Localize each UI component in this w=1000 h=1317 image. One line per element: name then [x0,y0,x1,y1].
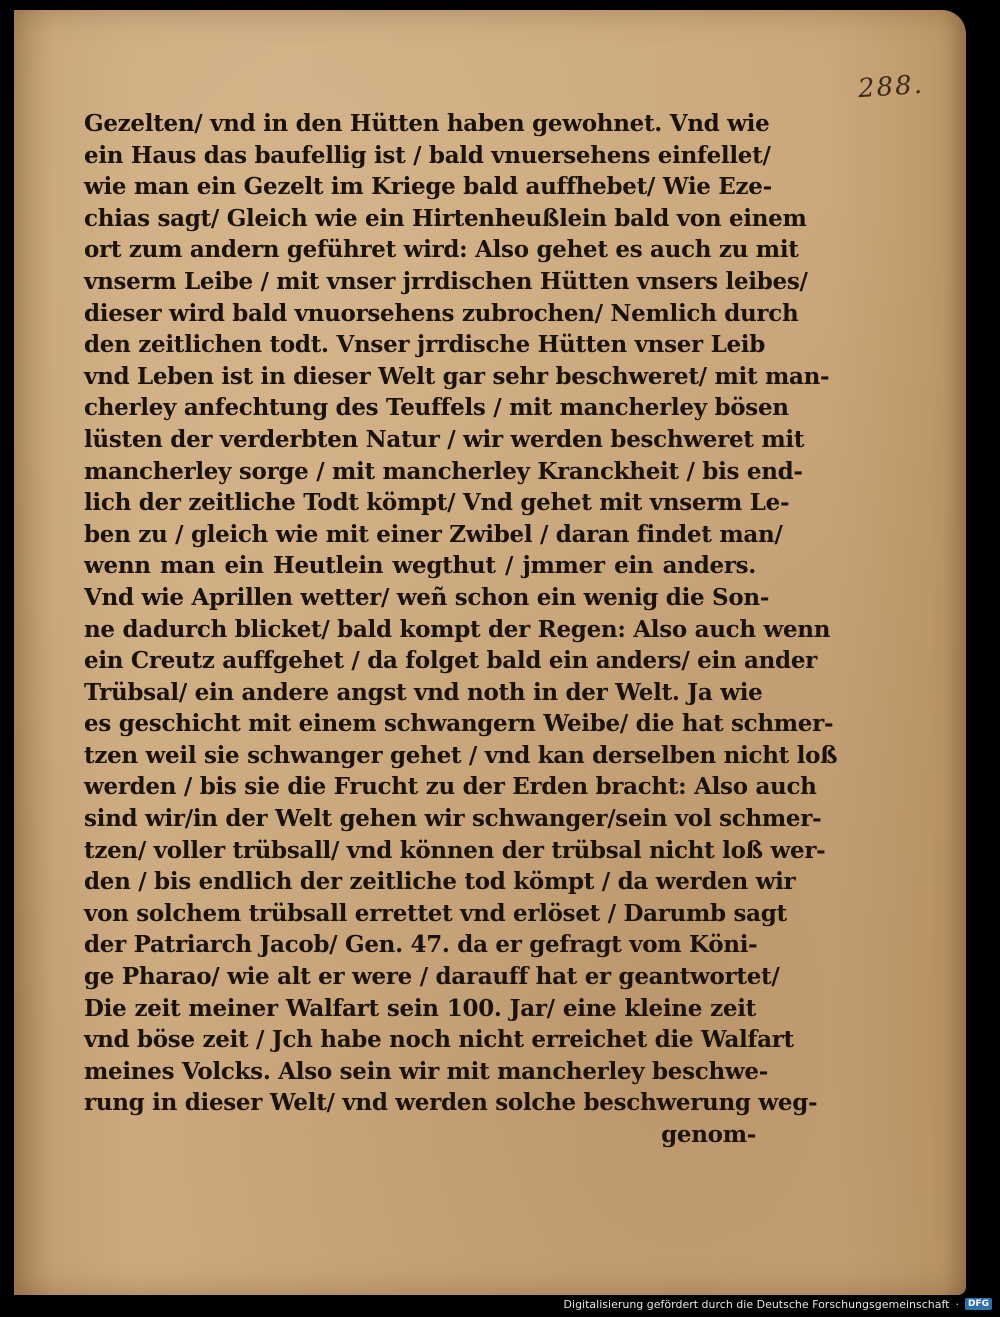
text-line: lüsten der verderbten Natur / wir werden beschweret mit [84,425,805,453]
text-line: lich der zeitliche Todt kömpt/ Vnd gehet mit vnserm Le- [84,489,790,517]
text-line: vnd Leben ist in dieser Welt gar sehr beschweret/ mit man- [84,362,830,390]
text-line: chias sagt/ Gleich wie ein Hirtenheußlein bald von einem [84,204,807,232]
text-line: vnserm Leibe / mit vnser jrrdischen Hütten vnsers leibes/ [84,267,808,295]
footer: Digitalisierung gefördert durch die Deutsche Forschungsgemeinschaft · DFG [564,1297,992,1311]
text-line: Trübsal/ ein andere angst vnd noth in der Welt. Ja wie [84,678,763,706]
text-line: ben zu / gleich wie mit einer Zwibel / daran findet man/ [84,520,783,548]
text-line: den zeitlichen todt. Vnser jrrdische Hütten vnser Leib [84,331,765,359]
text-line: es geschicht mit einem schwangern Weibe/ die hat schmer- [84,710,834,738]
text-line: ein Creutz auffgehet / da folget bald ein anders/ ein ander [84,647,817,675]
text-line: tzen/ voller trübsall/ vnd können der trübsal nicht loß wer- [84,836,826,864]
text-line: genom- [661,1121,756,1148]
text-line: der Patriarch Jacob/ Gen. 47. da er gefragt vom Köni- [84,931,758,959]
digitization-credit: Digitalisierung gefördert durch die Deutsche Forschungsgemeinschaft [563,1297,950,1311]
text-line: ein Haus das baufellig ist / bald vnuersehens einfellet/ [84,141,771,169]
body-text [84,108,838,1151]
text-line: dieser wird bald vnuorsehens zubrochen/ Nemlich durch [84,299,799,327]
dfg-logo-icon: DFG [965,1298,992,1310]
text-line: von solchem trübsall errettet vnd erlöset / Darumb sagt [84,899,787,927]
text-line: mancherley sorge / mit mancherley Kranckheit / bis end- [84,457,803,485]
page-number: 288. [857,69,925,105]
text-line: ort zum andern geführet wird: Also gehet es auch zu mit [84,236,799,264]
text-line: Gezelten/ vnd in den Hütten haben gewohnet. Vnd wie [84,110,770,137]
text-line: cherley anfechtung des Teuffels / mit mancherley bösen [84,394,789,422]
text-line: werden / bis sie die Frucht zu der Erden bracht: Also auch [84,773,817,801]
text-line: vnd böse zeit / Jch habe noch nicht erreichet die Walfart [84,1026,794,1054]
text-line: tzen weil sie schwanger gehet / vnd kan derselben nicht loß [84,741,838,769]
text-line: Vnd wie Aprillen wetter/ weñ schon ein wenig die Son- [84,583,770,611]
text-line: ne dadurch blicket/ bald kompt der Regen: Also auch wenn [84,615,831,643]
text-line: ge Pharao/ wie alt er were / darauff hat er geantwortet/ [84,963,780,991]
text-line: Die zeit meiner Walfart sein 100. Jar/ eine kleine zeit [84,994,756,1022]
text-line: sind wir/in der Welt gehen wir schwanger/sein vol schmer- [84,805,822,833]
text-line: wie man ein Gezelt im Kriege bald auffhebet/ Wie Eze- [84,173,772,201]
text-line: meines Volcks. Also sein wir mit mancherley beschwe- [84,1057,768,1085]
text-line: den / bis endlich der zeitliche tod kömpt / da werden wir [84,868,796,896]
scanned-page [14,10,966,1295]
text-line: rung in dieser Welt/ vnd werden solche beschwerung weg- [84,1089,818,1117]
text-line: wenn man ein Heutlein wegthut / jmmer ein anders. [84,552,756,580]
